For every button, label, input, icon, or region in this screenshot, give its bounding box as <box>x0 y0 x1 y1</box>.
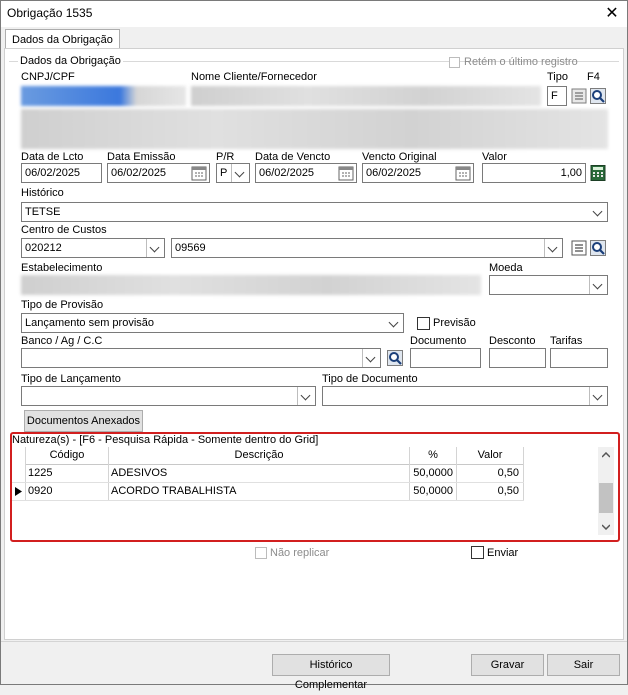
data-vencto-value: 06/02/2025 <box>259 167 315 179</box>
tarifas-input[interactable] <box>550 348 608 368</box>
pr-value: P <box>220 167 228 179</box>
chevron-down-icon[interactable] <box>297 387 315 405</box>
banco-select[interactable] <box>21 348 381 368</box>
data-lcto-input[interactable]: 06/02/2025 <box>21 163 102 183</box>
historico-label: Histórico <box>21 187 64 199</box>
moeda-select[interactable] <box>489 275 608 295</box>
documento-input[interactable] <box>410 348 481 368</box>
search-icon[interactable] <box>590 240 606 256</box>
natureza-grid <box>10 432 620 542</box>
endereco-field <box>21 109 608 149</box>
centro-select[interactable] <box>171 238 563 258</box>
retem-label: Retém o último registro <box>464 56 578 68</box>
vencto-original-value: 06/02/2025 <box>366 167 422 179</box>
data-emissao-value: 06/02/2025 <box>111 167 167 179</box>
cnpj-label: CNPJ/CPF <box>21 71 75 83</box>
vencto-original-label: Vencto Original <box>362 151 437 163</box>
documento-label: Documento <box>410 335 467 347</box>
valor-label: Valor <box>482 151 507 163</box>
cnpj-field[interactable] <box>21 86 186 106</box>
historico-select[interactable] <box>21 202 608 222</box>
centro-label: Centro de Custos <box>21 224 107 236</box>
pr-select[interactable] <box>216 163 250 183</box>
data-vencto-input[interactable] <box>255 163 357 183</box>
current-row-arrow-icon <box>15 487 22 496</box>
tipo-label: Tipo <box>547 71 568 83</box>
desconto-label: Desconto <box>489 335 536 347</box>
table-row[interactable] <box>12 465 524 483</box>
sair-button[interactable]: Sair <box>547 654 620 676</box>
footer-divider <box>1 641 627 642</box>
provisao-value: Lançamento sem provisão <box>25 317 155 329</box>
vencto-original-input[interactable] <box>362 163 474 183</box>
nome-label: Nome Cliente/Fornecedor <box>191 71 317 83</box>
valor-input[interactable]: 1,00 <box>482 163 586 183</box>
group-title: Dados da Obrigação <box>20 55 121 67</box>
percent-cell: 50,0000 <box>413 467 453 479</box>
list-icon[interactable] <box>571 240 587 256</box>
chevron-down-icon[interactable] <box>386 314 403 332</box>
descricao-cell: ADESIVOS <box>111 467 168 479</box>
nao-replicar-label: Não replicar <box>270 547 330 559</box>
data-lcto-label: Data de Lcto <box>21 151 84 163</box>
descricao-cell: ACORDO TRABALHISTA <box>111 485 237 497</box>
centro-value: 09569 <box>175 242 206 254</box>
calendar-icon[interactable] <box>455 165 471 181</box>
tipo-lancamento-select[interactable] <box>21 386 316 406</box>
tipo-documento-select[interactable] <box>322 386 608 406</box>
column-header-percent[interactable]: % <box>428 449 438 461</box>
historico-value: TETSE <box>25 206 61 218</box>
chevron-down-icon[interactable] <box>544 239 562 257</box>
chevron-down-icon[interactable] <box>589 276 607 294</box>
retem-checkbox[interactable] <box>449 57 460 68</box>
nao-replicar-checkbox[interactable] <box>255 547 267 559</box>
previsao-checkbox[interactable] <box>417 317 430 330</box>
nome-field[interactable] <box>191 86 541 106</box>
column-header-valor[interactable]: Valor <box>477 449 503 461</box>
chevron-down-icon[interactable] <box>589 387 607 405</box>
codigo-cell: 0920 <box>28 485 53 497</box>
moeda-label: Moeda <box>489 262 523 274</box>
provisao-label: Tipo de Provisão <box>21 299 104 311</box>
calendar-icon[interactable] <box>338 165 354 181</box>
tipo-field[interactable]: F <box>547 86 567 106</box>
tarifas-label: Tarifas <box>550 335 583 347</box>
grid-scrollbar[interactable] <box>598 447 614 535</box>
tipo-documento-label: Tipo de Documento <box>322 373 418 385</box>
list-icon[interactable] <box>571 88 587 104</box>
valor-cell: 0,50 <box>497 467 519 479</box>
close-button[interactable]: ✕ <box>605 5 619 22</box>
desconto-input[interactable] <box>489 348 546 368</box>
estabelecimento-label: Estabelecimento <box>21 262 103 274</box>
previsao-label: Previsão <box>433 317 476 329</box>
data-vencto-label: Data de Vencto <box>255 151 331 163</box>
calculator-icon[interactable] <box>590 165 606 181</box>
data-emissao-label: Data Emissão <box>107 151 176 163</box>
chevron-down-icon[interactable] <box>362 349 380 367</box>
valor-cell: 0,50 <box>497 485 519 497</box>
historico-complementar-button[interactable]: Histórico Complementar <box>272 654 390 676</box>
gravar-button[interactable]: Gravar <box>471 654 544 676</box>
chevron-down-icon[interactable] <box>146 239 164 257</box>
estabelecimento-field[interactable] <box>21 275 481 295</box>
search-icon[interactable] <box>590 88 606 104</box>
column-header-descricao[interactable]: Descrição <box>234 449 284 461</box>
grid-header <box>26 447 523 465</box>
chevron-down-icon[interactable] <box>231 164 249 182</box>
banco-label: Banco / Ag / C.C <box>21 335 103 347</box>
tipo-lancamento-label: Tipo de Lançamento <box>21 373 121 385</box>
f4-label: F4 <box>587 71 600 83</box>
scroll-up-icon[interactable] <box>602 452 610 458</box>
centro-code-value: 020212 <box>25 242 62 254</box>
natureza-title: Natureza(s) - [F6 - Pesquisa Rápida - Somente dentro do Grid] <box>12 434 319 446</box>
table-row[interactable] <box>12 483 524 501</box>
provisao-select[interactable] <box>21 313 404 333</box>
tab-bar <box>3 27 625 49</box>
data-emissao-input[interactable] <box>107 163 210 183</box>
window-title: Obrigação 1535 <box>7 6 93 20</box>
centro-code-select[interactable] <box>21 238 165 258</box>
tab-dados-da-obrigacao[interactable]: Dados da Obrigação <box>5 29 120 50</box>
column-header-codigo[interactable]: Código <box>49 449 85 461</box>
scroll-thumb[interactable] <box>599 483 613 513</box>
chevron-down-icon[interactable] <box>590 203 607 221</box>
scroll-down-icon[interactable] <box>602 524 610 530</box>
enviar-checkbox[interactable] <box>471 546 484 559</box>
pr-label: P/R <box>216 151 235 163</box>
title-bar <box>1 1 627 27</box>
percent-cell: 50,0000 <box>413 485 453 497</box>
codigo-cell: 1225 <box>28 467 53 479</box>
calendar-icon[interactable] <box>191 165 207 181</box>
search-icon[interactable] <box>387 350 403 366</box>
documentos-anexados-button[interactable]: Documentos Anexados <box>24 410 143 432</box>
enviar-label: Enviar <box>487 547 519 559</box>
